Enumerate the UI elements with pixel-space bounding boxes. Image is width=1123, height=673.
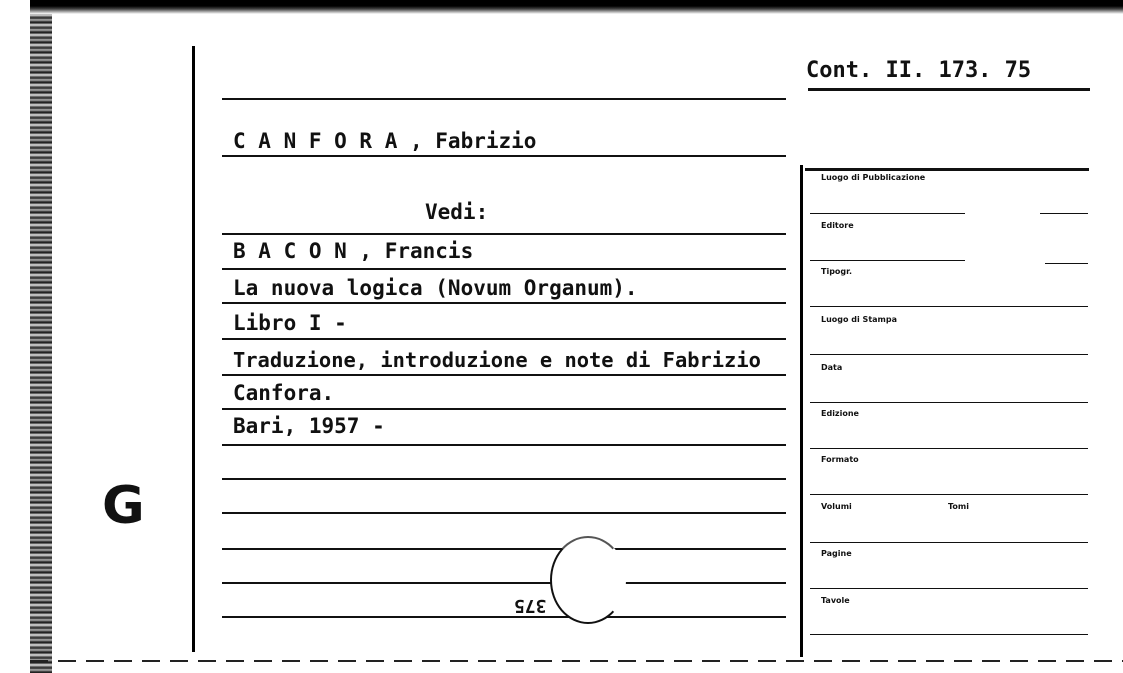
- form-line: [1040, 213, 1088, 214]
- form-line: [810, 306, 1088, 307]
- form-line: [810, 260, 965, 261]
- form-vertical-rule: [800, 165, 803, 657]
- rule-line: [222, 338, 786, 340]
- stamp-number: 375: [514, 595, 547, 616]
- form-line: [810, 494, 1088, 495]
- library-stamp: [550, 536, 626, 624]
- form-label-edition: Edizione: [821, 409, 859, 418]
- rule-line: [222, 233, 786, 235]
- card-left-edge: [30, 0, 52, 673]
- form-top-line: [805, 168, 1089, 171]
- form-label-place: Luogo di Pubblicazione: [821, 173, 926, 182]
- form-line: [1045, 263, 1088, 264]
- form-line: [810, 354, 1088, 355]
- form-line: [810, 448, 1088, 449]
- rule-line: [222, 582, 786, 584]
- entry-line-author: B A C O N , Francis: [233, 239, 474, 263]
- entry-line-translator: Canfora.: [233, 381, 335, 405]
- form-label-date: Data: [821, 363, 843, 372]
- rule-line: [222, 302, 786, 304]
- entry-line-part: Libro I -: [233, 311, 347, 335]
- form-line: [810, 542, 1088, 543]
- card-top-edge: [30, 0, 1123, 14]
- entry-line-translation: Traduzione, introduzione e note di Fabrizio: [233, 348, 761, 372]
- rule-line: [222, 268, 786, 270]
- rule-line: [222, 512, 786, 514]
- form-label-publisher: Editore: [821, 221, 854, 230]
- form-label-print-place: Luogo di Stampa: [821, 315, 897, 324]
- rule-line: [222, 98, 786, 100]
- rule-line: [222, 548, 786, 550]
- entry-line-title: La nuova logica (Novum Organum).: [233, 276, 638, 300]
- rule-line: [222, 444, 786, 446]
- form-label-volumes: Volumi: [821, 502, 852, 511]
- call-number-underline: [808, 88, 1090, 91]
- form-label-plates: Tavole: [821, 596, 850, 605]
- form-label-pages: Pagine: [821, 549, 852, 558]
- form-label-printer: Tipogr.: [821, 267, 852, 276]
- rule-line: [222, 155, 786, 157]
- rule-line: [222, 408, 786, 410]
- card-bottom-edge: [30, 660, 1123, 662]
- margin-letter: G: [102, 476, 145, 536]
- form-line: [810, 634, 1088, 635]
- form-line: [810, 588, 1088, 589]
- call-number: Cont. II. 173. 75: [806, 58, 1032, 83]
- entry-line-imprint: Bari, 1957 -: [233, 414, 385, 438]
- form-line: [810, 402, 1088, 403]
- form-label-format: Formato: [821, 455, 859, 464]
- see-reference-label: Vedi:: [425, 200, 489, 224]
- main-vertical-rule: [192, 46, 195, 652]
- form-label-tomes: Tomi: [948, 502, 969, 511]
- rule-line: [222, 374, 786, 376]
- rule-line: [222, 616, 786, 618]
- rule-line: [222, 478, 786, 480]
- author-heading: C A N F O R A , Fabrizio: [233, 129, 537, 153]
- form-line: [810, 213, 965, 214]
